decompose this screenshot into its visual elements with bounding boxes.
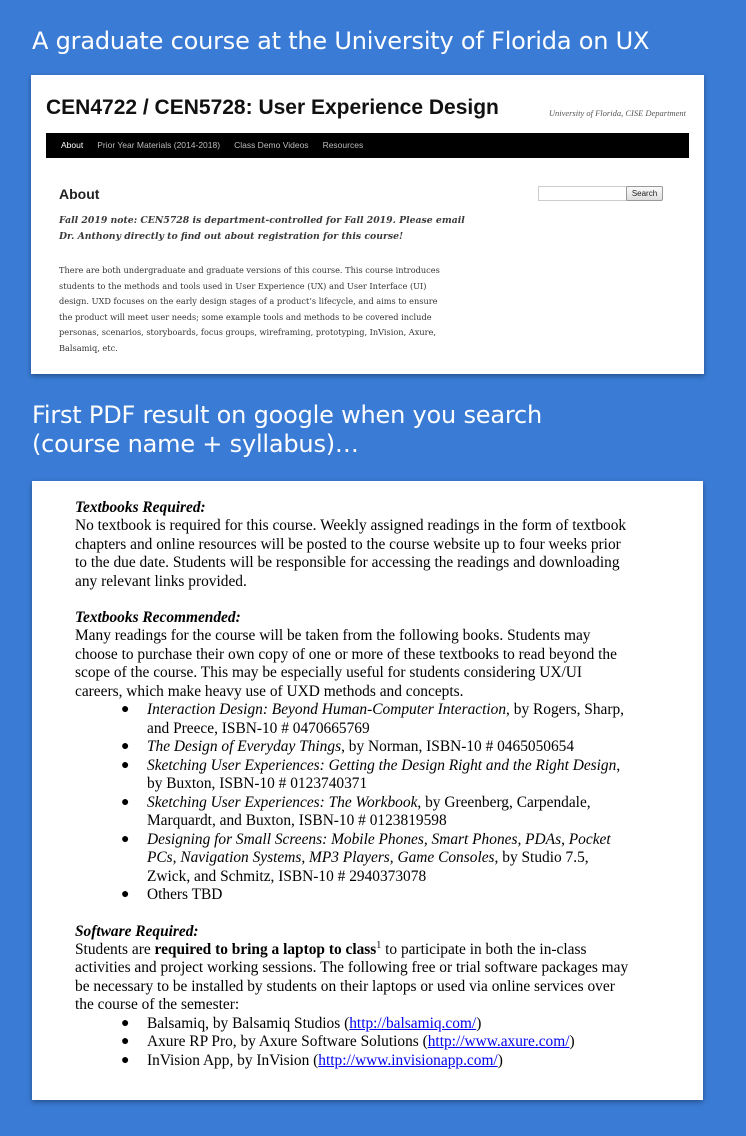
nav-resources[interactable]: Resources bbox=[322, 140, 364, 150]
invision-link[interactable]: http://www.invisionapp.com/ bbox=[318, 1051, 498, 1069]
textbooks-recommended-text bbox=[75, 627, 675, 701]
text-line: any relevant links provided. bbox=[75, 572, 247, 590]
search-button[interactable]: Search bbox=[626, 186, 663, 201]
course-description bbox=[59, 263, 529, 356]
footnote-marker: 1 bbox=[376, 939, 382, 951]
list-item bbox=[75, 1052, 675, 1071]
course-website-screenshot bbox=[31, 75, 704, 374]
slide-heading-bottom-line2: (course name + syllabus)… bbox=[32, 430, 359, 458]
page-title: About bbox=[59, 186, 100, 202]
text-line bbox=[75, 941, 675, 960]
description-line: There are both undergraduate and graduate versions of this course. This course introduces bbox=[59, 265, 440, 275]
text-line: No textbook is required for this course. Weekly assigned readings in the form of textbook bbox=[75, 517, 627, 534]
software-name: Balsamiq, by Balsamiq Studios ( bbox=[147, 1014, 350, 1032]
text-line: activities and project working sessions. The following free or trial software packages may bbox=[75, 959, 629, 976]
nav-prior-year-materials[interactable]: Prior Year Materials (2014-2018) bbox=[97, 140, 221, 150]
bullet-icon: ● bbox=[121, 1052, 130, 1068]
text-fragment: to participate in both the in-class bbox=[381, 940, 587, 958]
bullet-icon: ● bbox=[121, 757, 130, 773]
list-item bbox=[75, 1033, 675, 1052]
description-line: students to the methods and tools used in User Experience (UX) and User Interface (UI) bbox=[59, 280, 427, 291]
nav-class-demo-videos[interactable]: Class Demo Videos bbox=[234, 140, 309, 150]
text-line: Many readings for the course will be taken from the following books. Students may bbox=[75, 627, 591, 644]
book-details: , by Studio 7.5, bbox=[494, 849, 589, 866]
bullet-icon: ● bbox=[121, 1034, 130, 1049]
book-details: , by Rogers, Sharp, bbox=[506, 701, 625, 718]
software-required-heading: Software Required: bbox=[75, 922, 199, 940]
search-input[interactable] bbox=[538, 186, 628, 201]
description-line: Balsamiq, etc. bbox=[59, 342, 118, 353]
book-details: Zwick, and Schmitz, ISBN-10 # 2940373078 bbox=[147, 867, 427, 885]
axure-link[interactable]: http://www.axure.com/ bbox=[427, 1033, 570, 1050]
description-line: personas, scenarios, storyboards, focus groups, wireframing, prototyping, InVision, Axure, bbox=[59, 327, 436, 337]
text-line: careers, which make heavy use of UXD methods and concepts. bbox=[75, 682, 464, 700]
book-details: by Buxton, ISBN-10 # 0123740371 bbox=[147, 775, 368, 792]
text-fragment: Students are bbox=[75, 940, 155, 958]
nav-about[interactable]: About bbox=[61, 140, 84, 150]
book-details: Others TBD bbox=[147, 886, 223, 903]
recommended-books-list bbox=[75, 701, 675, 905]
description-line: the product will meet user needs; some example tools and methods to be covered include bbox=[59, 311, 432, 322]
bullet-icon: ● bbox=[121, 702, 130, 717]
description-line: design. UXD focuses on the early design stages of a product’s lifecycle, and aims to ensure bbox=[59, 296, 438, 306]
text-fragment: ) bbox=[476, 1014, 482, 1032]
text-fragment: ) bbox=[569, 1033, 575, 1050]
software-list bbox=[75, 1015, 675, 1071]
list-item bbox=[75, 794, 675, 831]
software-name: Axure RP Pro, by Axure Software Solutions ( bbox=[147, 1033, 428, 1050]
bullet-icon: ● bbox=[121, 831, 130, 847]
text-line: the course of the semester: bbox=[75, 996, 240, 1013]
syllabus-pdf-screenshot bbox=[32, 481, 703, 1100]
balsamiq-link[interactable]: http://balsamiq.com/ bbox=[349, 1014, 477, 1032]
book-title: Sketching User Experiences: The Workbook bbox=[147, 793, 418, 811]
book-details: , by Greenberg, Carpendale, bbox=[417, 793, 591, 811]
book-details: Marquardt, and Buxton, ISBN-10 # 0123819598 bbox=[147, 812, 447, 829]
note-line: Dr. Anthony directly to find out about registration for this course! bbox=[59, 231, 404, 242]
bullet-icon: ● bbox=[121, 739, 130, 754]
text-line: scope of the course. This may be especially useful for students considering UX/UI bbox=[75, 664, 583, 681]
list-item bbox=[75, 701, 675, 738]
book-title: The Design of Everyday Things bbox=[147, 738, 342, 755]
slide-heading-bottom-line1: First PDF result on google when you search bbox=[32, 401, 542, 429]
bullet-icon: ● bbox=[121, 794, 130, 810]
text-line: be necessary to be installed by students on their laptops or used via online services over bbox=[75, 977, 615, 995]
software-required-text bbox=[75, 941, 675, 1015]
book-details: , bbox=[616, 756, 621, 774]
bullet-icon: ● bbox=[121, 887, 130, 902]
site-title[interactable]: CEN4722 / CEN5728: User Experience Design bbox=[46, 96, 499, 119]
textbooks-required-text bbox=[75, 517, 675, 591]
note-line: Fall 2019 note: CEN5728 is department-controlled for Fall 2019. Please email bbox=[59, 215, 465, 226]
textbooks-required-heading: Textbooks Required: bbox=[75, 499, 206, 516]
text-bold: required to bring a laptop to class bbox=[154, 940, 377, 958]
list-item bbox=[75, 1015, 675, 1034]
text-line: to the due date. Students will be responsible for accessing the readings and downloading bbox=[75, 554, 620, 571]
book-title: Interaction Design: Beyond Human-Computer Interaction bbox=[147, 701, 507, 718]
text-line: chapters and online resources will be posted to the course website up to four weeks prior bbox=[75, 535, 621, 553]
registration-note bbox=[59, 213, 509, 245]
bullet-icon: ● bbox=[121, 1015, 130, 1031]
list-item bbox=[75, 738, 675, 757]
text-line: choose to purchase their own copy of one or more of these textbooks to read beyond the bbox=[75, 645, 617, 663]
text-fragment: ) bbox=[497, 1051, 503, 1069]
book-title: Sketching User Experiences: Getting the Design Right and the Right Design bbox=[147, 756, 617, 774]
book-details: and Preece, ISBN-10 # 0470665769 bbox=[147, 719, 370, 737]
slide-heading-bottom bbox=[32, 401, 542, 459]
list-item bbox=[75, 831, 675, 887]
textbooks-recommended-heading: Textbooks Recommended: bbox=[75, 609, 241, 626]
book-title: Designing for Small Screens: Mobile Phones, Smart Phones, PDAs, Pocket bbox=[147, 830, 611, 848]
list-item bbox=[75, 886, 675, 905]
site-description: University of Florida, CISE Department bbox=[548, 108, 686, 118]
site-navbar bbox=[46, 133, 689, 158]
software-name: InVision App, by InVision ( bbox=[147, 1051, 319, 1069]
book-title: PCs, Navigation Systems, MP3 Players, Game Consoles bbox=[147, 849, 495, 866]
book-details: , by Norman, ISBN-10 # 0465050654 bbox=[341, 738, 575, 755]
list-item bbox=[75, 757, 675, 794]
slide-heading-top: A graduate course at the University of Florida on UX bbox=[32, 27, 650, 55]
